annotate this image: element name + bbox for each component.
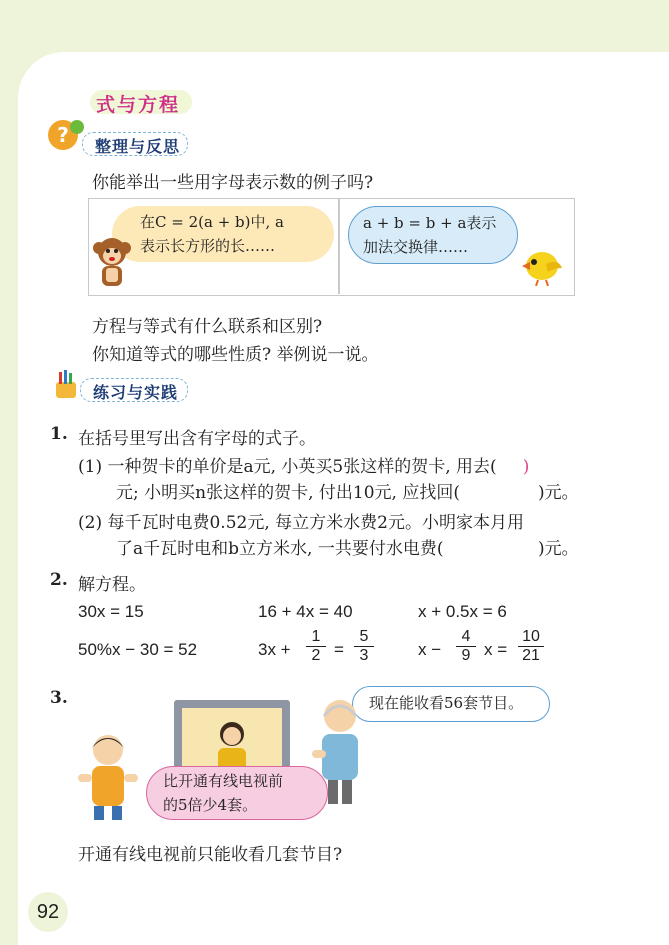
review-question-3: 你知道等式的哪些性质? 举例说一说。 [92, 345, 379, 365]
equation-5-left: 3x + [258, 640, 291, 659]
review-question-2: 方程与等式有什么联系和区别? [92, 317, 323, 337]
boy-illustration [78, 730, 138, 820]
equation-6-mid: x = [484, 640, 508, 659]
bird-icon [518, 244, 566, 286]
equation-4: 50%x − 30 = 52 [78, 640, 198, 659]
speech-bubble-bird: a + b = b + a表示 加法交换律…… [348, 206, 518, 264]
ex1-part2-line1: (2) 每千瓦时电费0.52元, 每立方米水费2元。小明家本月用 [78, 513, 524, 533]
ex1-part2-line2-end: )元。 [538, 539, 579, 559]
monkey-icon [92, 236, 132, 290]
speech-bubble-boy: 比开通有线电视前 的5倍少4套。 [146, 766, 328, 820]
ex1-part1-line2-end: )元。 [538, 483, 579, 503]
equation-5-fraction-2: $\frac{5}{3}$ [354, 628, 374, 665]
page-number: 92 [28, 892, 68, 932]
equation-2: 16 + 4x = 40 [258, 602, 353, 621]
exercise-2-number: 2. [50, 570, 68, 590]
review-question-1: 你能举出一些用字母表示数的例子吗? [92, 173, 374, 193]
exercise-3-question: 开通有线电视前只能收看几套节目? [78, 845, 343, 865]
exercise-2-title: 解方程。 [78, 575, 146, 595]
box-divider [338, 198, 340, 294]
equation-6-left: x − [418, 640, 442, 659]
ex1-part2-line2: 了a千瓦时电和b立方米水, 一共要付水电费( [116, 539, 444, 559]
section-title: 式与方程 [90, 90, 192, 114]
exercise-1-number: 1. [50, 424, 68, 444]
speech-bubble-monkey: 在C = 2(a + b)中, a 表示长方形的长…… [112, 206, 334, 262]
equation-6-fraction-2: $\frac{10}{21}$ [518, 628, 544, 665]
equation-5-equals: = [334, 640, 344, 659]
pencil-cup-icon [52, 370, 80, 400]
equation-6-fraction-1: $\frac{4}{9}$ [456, 628, 476, 665]
ex1-part1-line1: (1) 一种贺卡的单价是a元, 小英买5张这样的贺卡, 用去( ) [78, 457, 530, 477]
review-tag: 整理与反思 [82, 132, 188, 156]
equation-3: x + 0.5x = 6 [418, 602, 507, 621]
equation-5-fraction-1: $\frac{1}{2}$ [306, 628, 326, 665]
exercise-1-title: 在括号里写出含有字母的式子。 [78, 429, 316, 449]
green-dot-icon [70, 120, 84, 134]
speech-bubble-elder: 现在能收看56套节目。 [352, 686, 550, 722]
practice-tag: 练习与实践 [80, 378, 188, 402]
ex1-part1-line2: 元; 小明买n张这样的贺卡, 付出10元, 应找回( [116, 483, 460, 503]
question-mark-icon: ? [48, 120, 78, 150]
exercise-3-number: 3. [50, 688, 68, 708]
equation-1: 30x = 15 [78, 602, 144, 621]
